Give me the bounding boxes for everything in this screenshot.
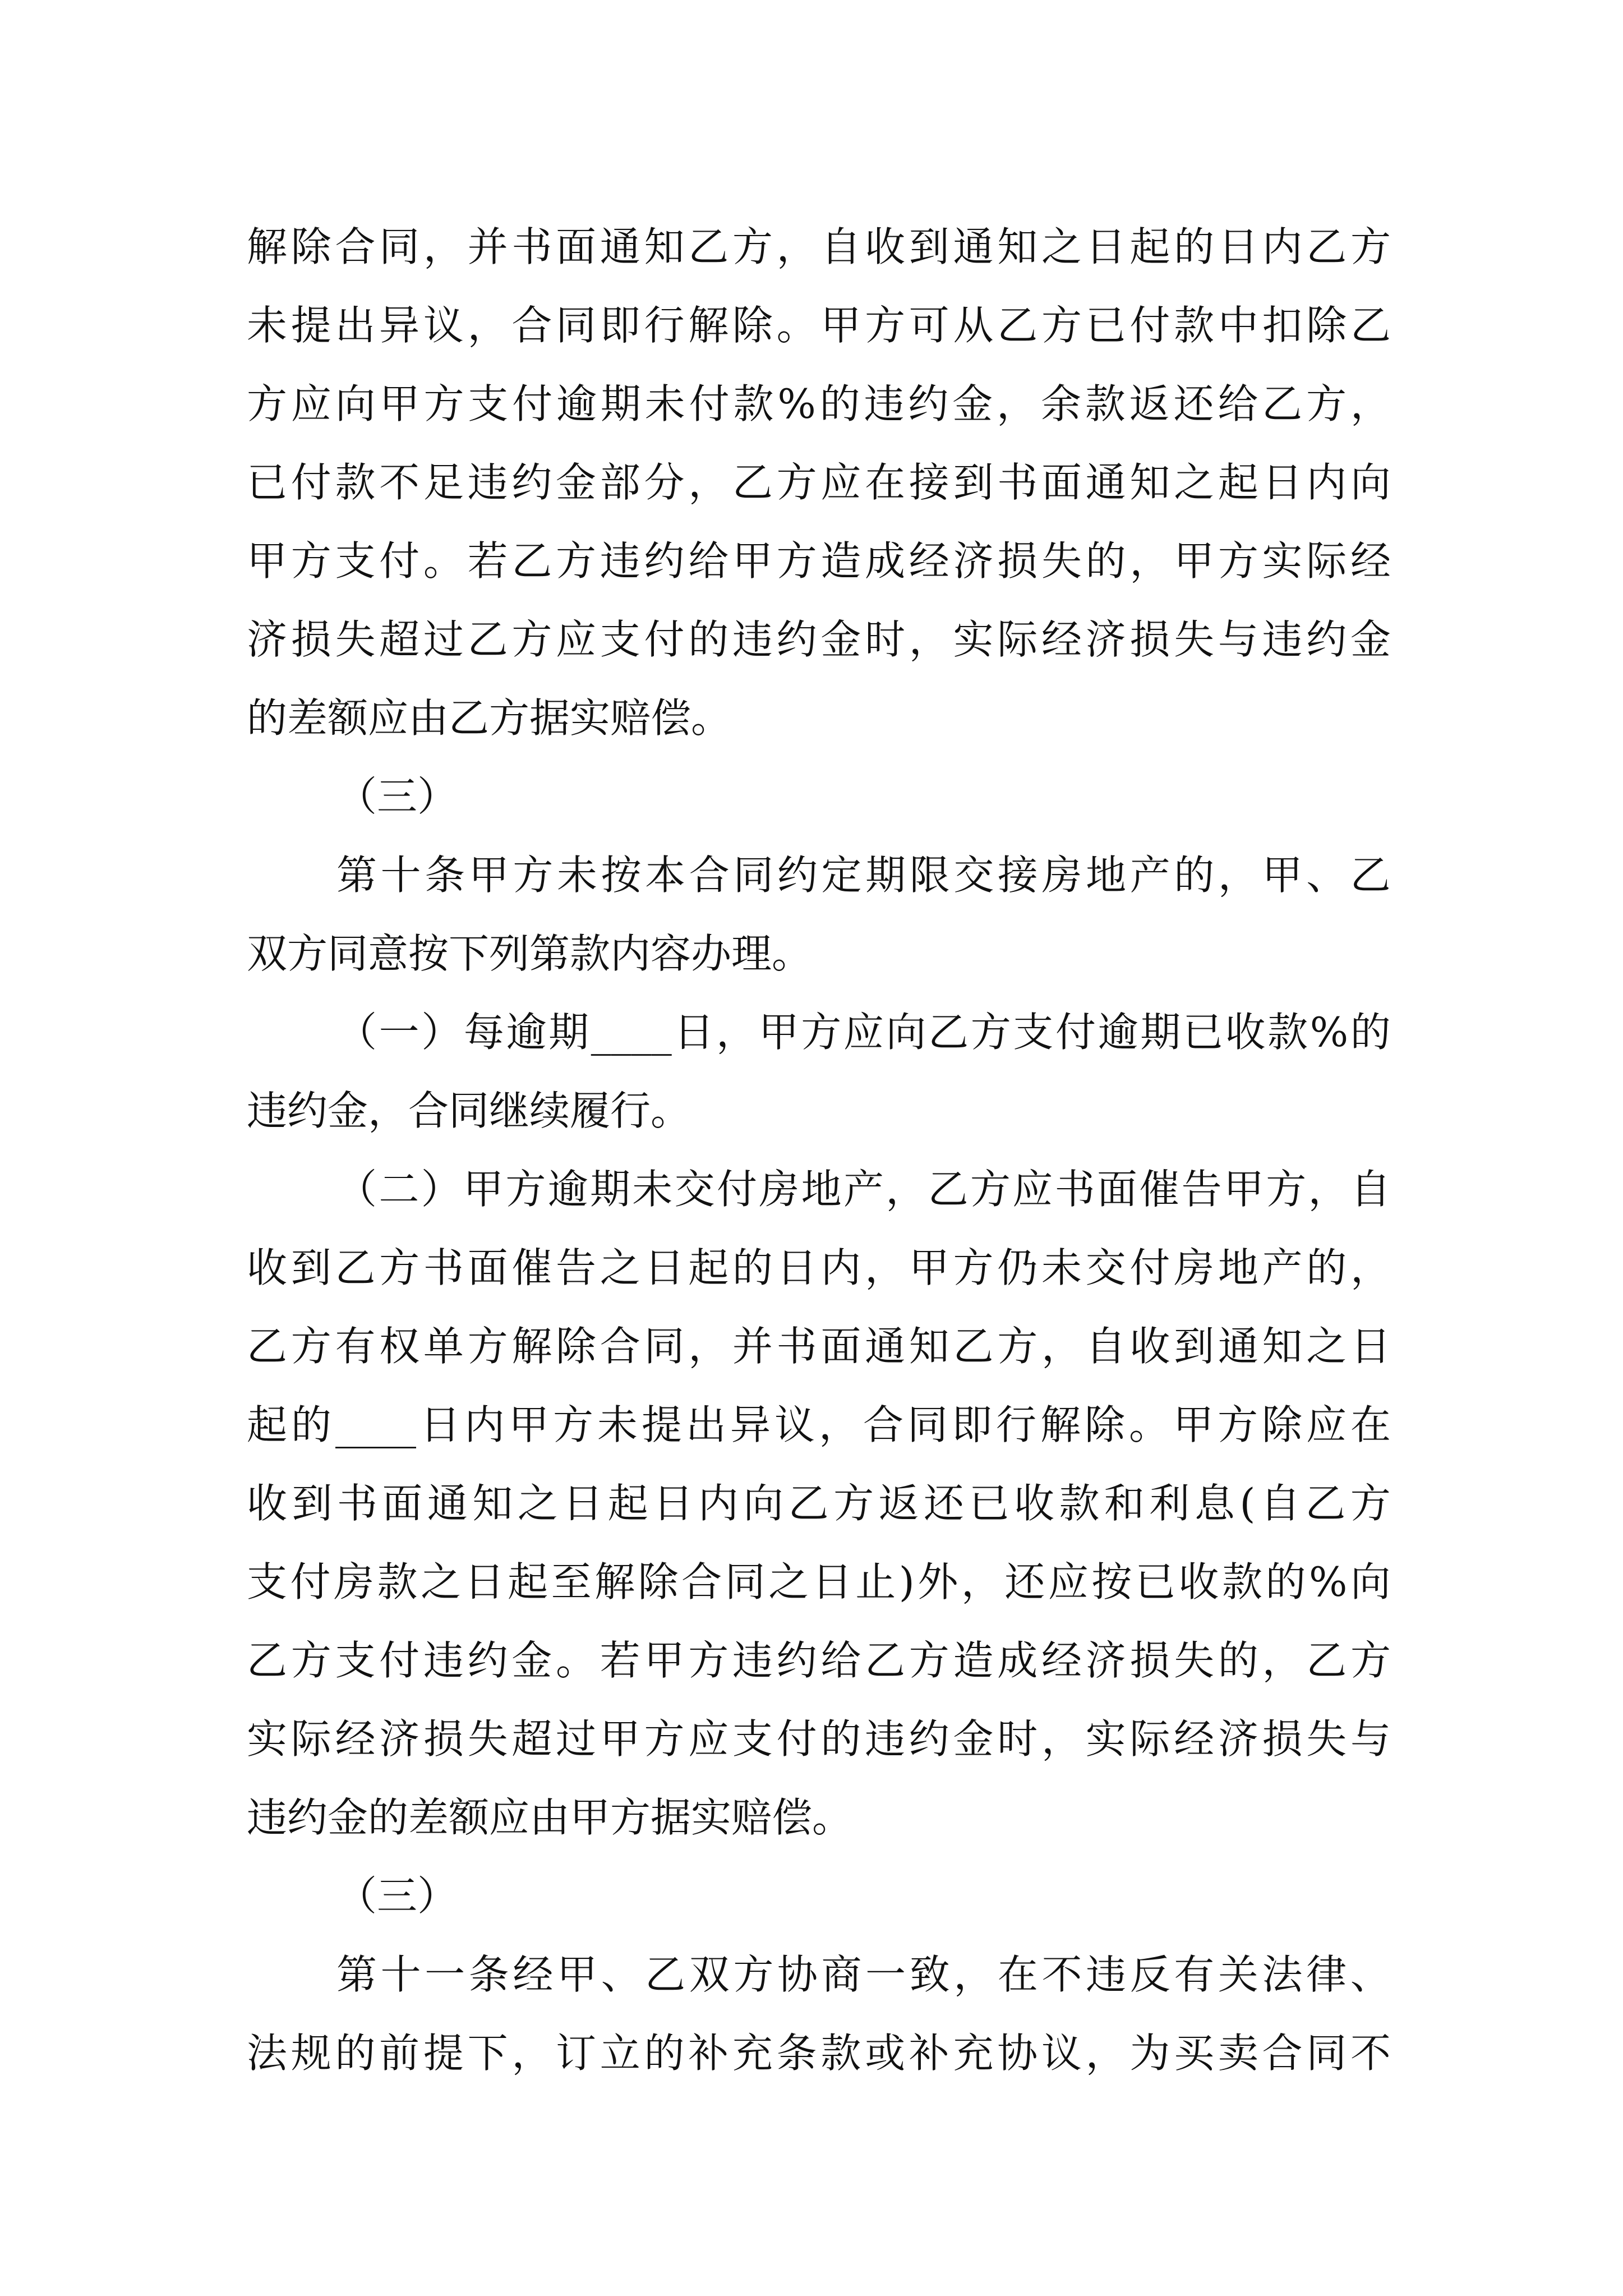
text-line: 收 到 乙 方 书 面 催 告 之 日 起 的 日 内 ， 甲 方 仍 未 交 付 房 地 产 的 ，	[247, 1244, 1391, 1291]
text-line: 违约金的差额应由甲方据实赔偿。	[247, 1794, 853, 1841]
text-line: 起 的 ____ 日 内 甲 方 未 提 出 异 议 ， 合 同 即 行 解 除 。 甲 方 除 应 在	[247, 1401, 1391, 1448]
text-line: 的差额应由乙方据实赔偿。	[247, 694, 732, 742]
text-line: 违约金，合同继续履行。	[247, 1087, 691, 1134]
text-line: 未 提 出 异 议 ， 合 同 即 行 解 除 。 甲 方 可 从 乙 方 已 付 款 中 扣 除 乙	[247, 302, 1391, 349]
text-line: （三）	[336, 773, 458, 820]
text-line: 收 到 书 面 通 知 之 日 起 日 内 向 乙 方 返 还 已 收 款 和 利 息 ( 自 乙 方	[247, 1480, 1391, 1527]
text-line: 支 付 房 款 之 日 起 至 解 除 合 同 之 日 止 ) 外 ， 还 应 按 已 收 款 的 % 向	[247, 1558, 1391, 1605]
text-line: 乙 方 支 付 违 约 金 。 若 甲 方 违 约 给 乙 方 造 成 经 济 损 失 的 ， 乙 方	[247, 1637, 1391, 1684]
text-line: （三）	[336, 1872, 458, 1920]
text-line: 实 际 经 济 损 失 超 过 甲 方 应 支 付 的 违 约 金 时 ， 实 际 经 济 损 失 与	[247, 1715, 1391, 1763]
text-line: 已 付 款 不 足 违 约 金 部 分 ， 乙 方 应 在 接 到 书 面 通 知 之 起 日 内 向	[247, 459, 1391, 506]
text-line: 济 损 失 超 过 乙 方 应 支 付 的 违 约 金 时 ， 实 际 经 济 损 失 与 违 约 金	[247, 616, 1391, 663]
text-line: 方 应 向 甲 方 支 付 逾 期 未 付 款 % 的 违 约 金 ， 余 款 返 还 给 乙 方 ，	[247, 380, 1391, 427]
text-line: 第 十 一 条 经 甲 、 乙 双 方 协 商 一 致 ， 在 不 违 反 有 关 法 律 、	[336, 1951, 1391, 1998]
text-line: 乙 方 有 权 单 方 解 除 合 同 ， 并 书 面 通 知 乙 方 ， 自 收 到 通 知 之 日	[247, 1323, 1391, 1370]
text-line: 第 十 条 甲 方 未 按 本 合 同 约 定 期 限 交 接 房 地 产 的 ， 甲 、 乙	[336, 852, 1391, 899]
contract-body	[247, 208, 1391, 2092]
text-line: （ 一 ） 每 逾 期 ____ 日 ， 甲 方 应 向 乙 方 支 付 逾 期 已 收 款 % 的	[336, 1009, 1391, 1056]
text-line: 双方同意按下列第款内容办理。	[247, 930, 813, 977]
text-line: （ 二 ） 甲 方 逾 期 未 交 付 房 地 产 ， 乙 方 应 书 面 催 告 甲 方 ， 自	[336, 1166, 1391, 1213]
text-line: 甲 方 支 付 。 若 乙 方 违 约 给 甲 方 造 成 经 济 损 失 的 ， 甲 方 实 际 经	[247, 537, 1391, 585]
text-line: 法 规 的 前 提 下 ， 订 立 的 补 充 条 款 或 补 充 协 议 ， 为 买 卖 合 同 不	[247, 2030, 1391, 2077]
text-line: 解 除 合 同 ， 并 书 面 通 知 乙 方 ， 自 收 到 通 知 之 日 起 的 日 内 乙 方	[247, 223, 1391, 270]
